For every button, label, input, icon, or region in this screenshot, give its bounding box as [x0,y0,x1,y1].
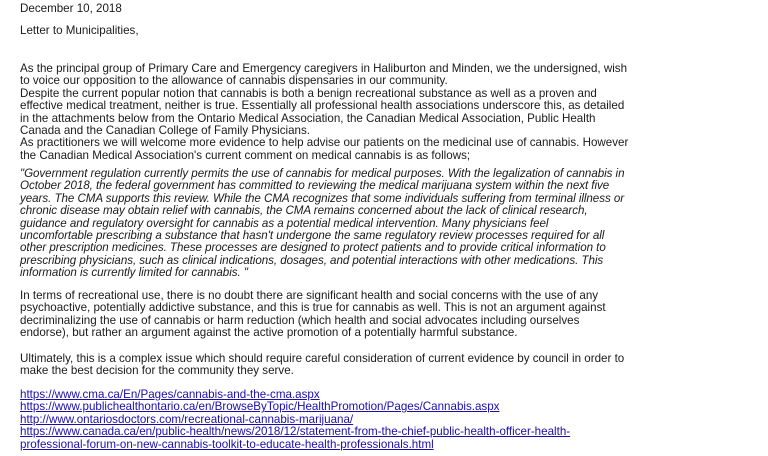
intro-line: effective medical treatment, neither is true. Essentially all professional health associations underscore this, as detailed [20,99,625,113]
intro-line: in the attachments below from the Ontario Medical Association, the Canadian Medical Association, Public Health [20,111,596,125]
cma-quote [20,168,624,280]
link-cma[interactable]: https://www.cma.ca/En/Pages/cannabis-and-the-cma.aspx [20,388,320,401]
intro-paragraph [20,63,628,162]
quote-line: guidance and regulatory oversight for cannabis as a potential medical intervention. Many physicians feel [20,216,549,230]
quote-line: years. The CMA supports this review. While the CMA recognizes that some individuals suffering from terminal illness or [20,191,625,205]
quote-line: uncomfortable prescribing a substance that hasn't undergone the same regulatory review processes required for all [20,229,605,243]
conclusion-line: Ultimately, this is a complex issue which should require careful consideration of current evidence by council in order to [20,352,625,365]
intro-line: to voice our opposition to the allowance of cannabis dispensaries in our community. [20,74,448,88]
recreational-use-paragraph [20,290,606,340]
quote-line: chronic disease may obtain relief with cannabis, the CMA remains concerned about the lack of clinical research, [20,204,588,218]
quote-line: prescribing physicians, such as clinical indications, dosages, and potential interactions with other medications. This [20,253,604,267]
recreational-line: psychoactive, potentially addictive substance, and this is true for cannabis as well. This is not an argument against [20,301,606,315]
link-public-health-ontario[interactable]: https://www.publichealthontario.ca/en/BrowseByTopic/HealthPromotion/Pages/Cannabis.aspx [20,400,500,414]
quote-line: "Government regulation currently permits the use of cannabis for medical purposes. With the legalization of cannabis in [20,167,625,180]
letter-date: December 10, 2018 [20,2,122,15]
conclusion-paragraph [20,353,624,378]
intro-line: Canada and the Canadian College of Family Physicians. [20,124,311,138]
reference-links [20,389,570,451]
conclusion-line: make the best decision for the community they serve. [20,364,294,378]
intro-line: the Canadian Medical Association's current comment on medical cannabis is as follows; [20,148,471,162]
link-canada-public-health-continued[interactable]: professional-forum-on-new-cannabis-toolkit-to-educate-health-professionals.html [20,437,434,451]
link-ontario-doctors[interactable]: http://www.ontariosdoctors.com/recreational-cannabis-marijuana/ [20,412,354,426]
letter-greeting: Letter to Municipalities, [20,24,139,37]
intro-line: As the principal group of Primary Care and Emergency caregivers in Haliburton and Minden, we the undersigned, wish [20,62,628,75]
quote-line: information is currently limited for cannabis. " [20,266,248,280]
quote-line: October 2018, the federal government has committed to reviewing the medical marijuana system within the next five [20,179,610,193]
recreational-line: In terms of recreational use, there is no doubt there are significant health and social concerns with the use of any [20,289,599,302]
intro-line: As practitioners we will welcome more evidence to help advise our patients on the medicinal use of cannabis. However [20,136,629,150]
recreational-line: decriminalizing the use of cannabis or harm reduction (which health and social advocates including ourselves [20,313,580,327]
recreational-line: endorse), but rather an argument against the active promotion of a potentially harmful substance. [20,326,518,340]
quote-line: other prescription medicines. These processes are designed to protect patients and to provide critical information to [20,241,606,255]
link-canada-public-health[interactable]: https://www.canada.ca/en/public-health/news/2018/12/statement-from-the-chief-public-health-officer-health- [20,425,571,439]
intro-line: Despite the current popular notion that cannabis is both a benign recreational substance as well as a proven and [20,86,597,100]
